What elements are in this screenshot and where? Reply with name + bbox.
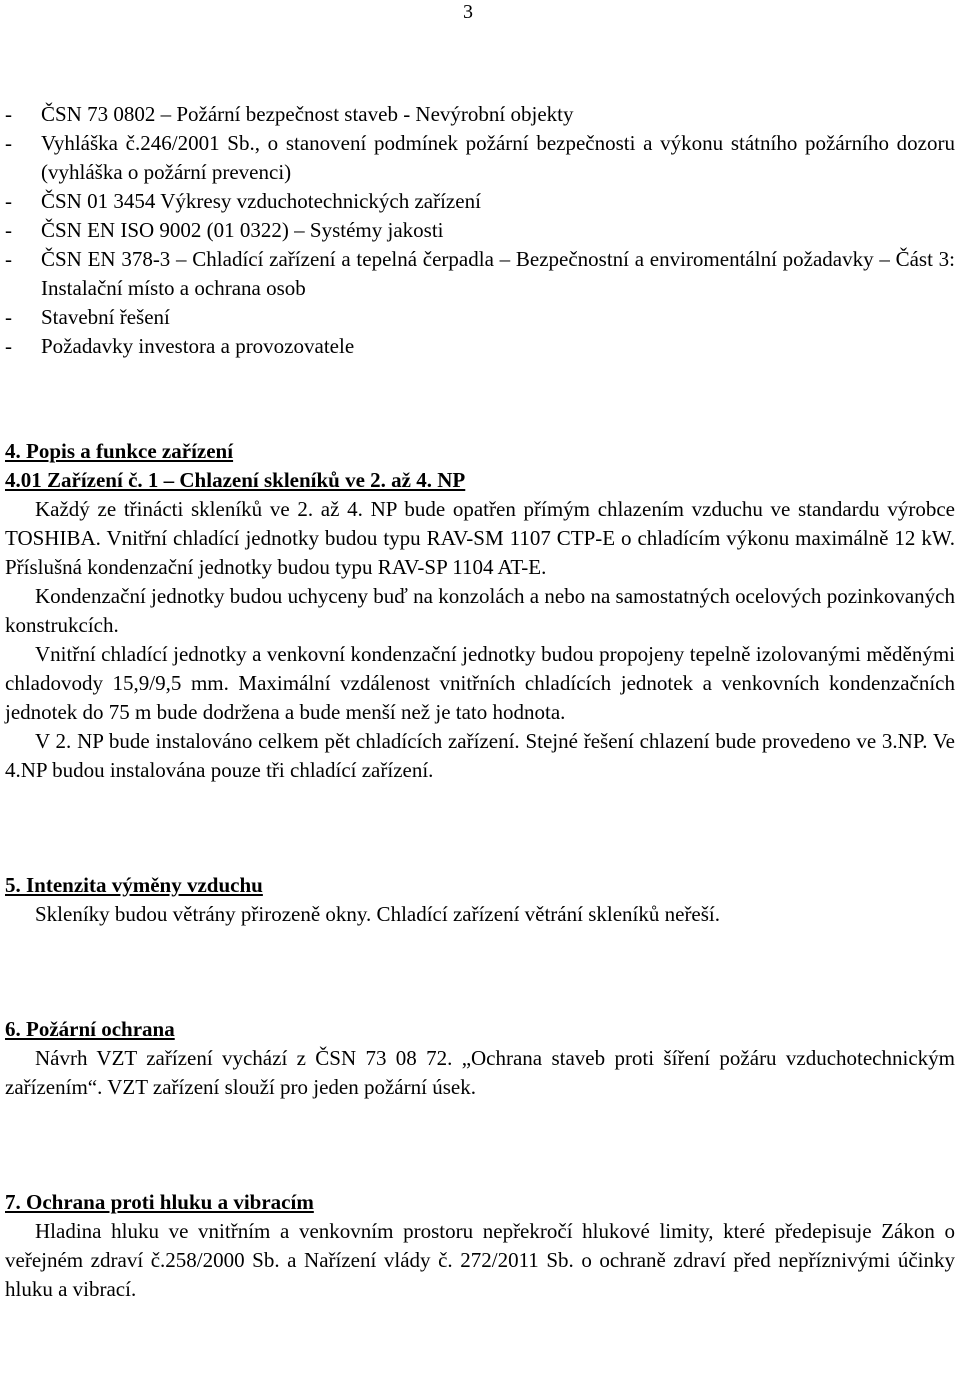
reference-text: Požadavky investora a provozovatele bbox=[41, 334, 355, 358]
list-item bbox=[5, 187, 955, 216]
paragraph: V 2. NP bude instalováno celkem pět chladících zařízení. Stejné řešení chlazení bude provedeno ve 3.NP. Ve 4.NP budou instalována pouze tři chladící zařízení. bbox=[5, 729, 955, 782]
reference-text: Stavební řešení bbox=[41, 305, 170, 329]
paragraph: Vnitřní chladící jednotky a venkovní kondenzační jednotky budou propojeny tepelně izolovanými měděnými chladovody 15,9/9,5 mm. Maximální vzdálenost vnitřních chladících jednotek a venkovních kondenzačních jednotek do 75 m bude dodržena a bude menší než je tato hodnota. bbox=[5, 642, 955, 724]
paragraph: Hladina hluku ve vnitřním a venkovním prostoru nepřekročí hlukové limity, které předepisuje Zákon o veřejném zdraví č.258/2000 Sb. a Nařízení vlády č. 272/2011 Sb. o ochraně zdraví před nepříznivými účinky hluku a vibrací. bbox=[5, 1219, 955, 1301]
section-noise-protection bbox=[5, 1188, 955, 1304]
list-dash: - bbox=[5, 247, 12, 271]
section-heading: 5. Intenzita výměny vzduchu bbox=[5, 873, 263, 897]
paragraph: Návrh VZT zařízení vychází z ČSN 73 08 72. „Ochrana staveb proti šíření požáru vzduchotechnickým zařízením“. VZT zařízení slouží pro jeden požární úsek. bbox=[5, 1046, 955, 1099]
list-item bbox=[5, 332, 955, 361]
list-item bbox=[5, 303, 955, 332]
paragraph: Každý ze třinácti skleníků ve 2. až 4. NP bude opatřen přímým chlazením vzduchu ve standardu výrobce TOSHIBA. Vnitřní chladící jednotky budou typu RAV-SM 1107 CTP-E o chladícím výkonu maximálně 12 kW. Příslušná kondenzační jednotky budou typu RAV-SP 1104 AT-E. bbox=[5, 497, 955, 579]
reference-text: Vyhláška č.246/2001 Sb., o stanovení podmínek požární bezpečnosti a výkonu státního požárního dozoru (vyhláška o požární prevenci) bbox=[41, 131, 955, 184]
section-description bbox=[5, 437, 955, 785]
section-heading: 6. Požární ochrana bbox=[5, 1017, 175, 1041]
list-item bbox=[5, 245, 955, 303]
section-heading: 4. Popis a funkce zařízení bbox=[5, 439, 234, 463]
subsection-heading: 4.01 Zařízení č. 1 – Chlazení skleníků ve 2. až 4. NP bbox=[5, 468, 466, 492]
list-dash: - bbox=[5, 102, 12, 126]
list-item bbox=[5, 216, 955, 245]
section-air-exchange bbox=[5, 871, 955, 929]
list-dash: - bbox=[5, 305, 12, 329]
reference-text: ČSN EN 378-3 – Chladící zařízení a tepelná čerpadla – Bezpečnostní a enviromentální požadavky – Část 3: Instalační místo a ochrana osob bbox=[41, 247, 955, 300]
list-dash: - bbox=[5, 131, 12, 155]
list-dash: - bbox=[5, 334, 12, 358]
reference-text: ČSN 73 0802 – Požární bezpečnost staveb - Nevýrobní objekty bbox=[41, 102, 574, 126]
document-body bbox=[5, 100, 955, 1304]
paragraph: Kondenzační jednotky budou uchyceny buď na konzolách a nebo na samostatných ocelových pozinkovaných konstrukcích. bbox=[5, 584, 955, 637]
reference-text: ČSN EN ISO 9002 (01 0322) – Systémy jakosti bbox=[41, 218, 444, 242]
section-fire-protection bbox=[5, 1015, 955, 1102]
page-number: 3 bbox=[463, 1, 473, 23]
paragraph: Skleníky budou větrány přirozeně okny. Chladící zařízení větrání skleníků neřeší. bbox=[35, 902, 721, 926]
list-dash: - bbox=[5, 189, 12, 213]
reference-text: ČSN 01 3454 Výkresy vzduchotechnických zařízení bbox=[41, 189, 481, 213]
list-item bbox=[5, 100, 955, 129]
reference-list bbox=[5, 100, 955, 361]
list-item bbox=[5, 129, 955, 187]
list-dash: - bbox=[5, 218, 12, 242]
section-heading: 7. Ochrana proti hluku a vibracím bbox=[5, 1190, 314, 1214]
